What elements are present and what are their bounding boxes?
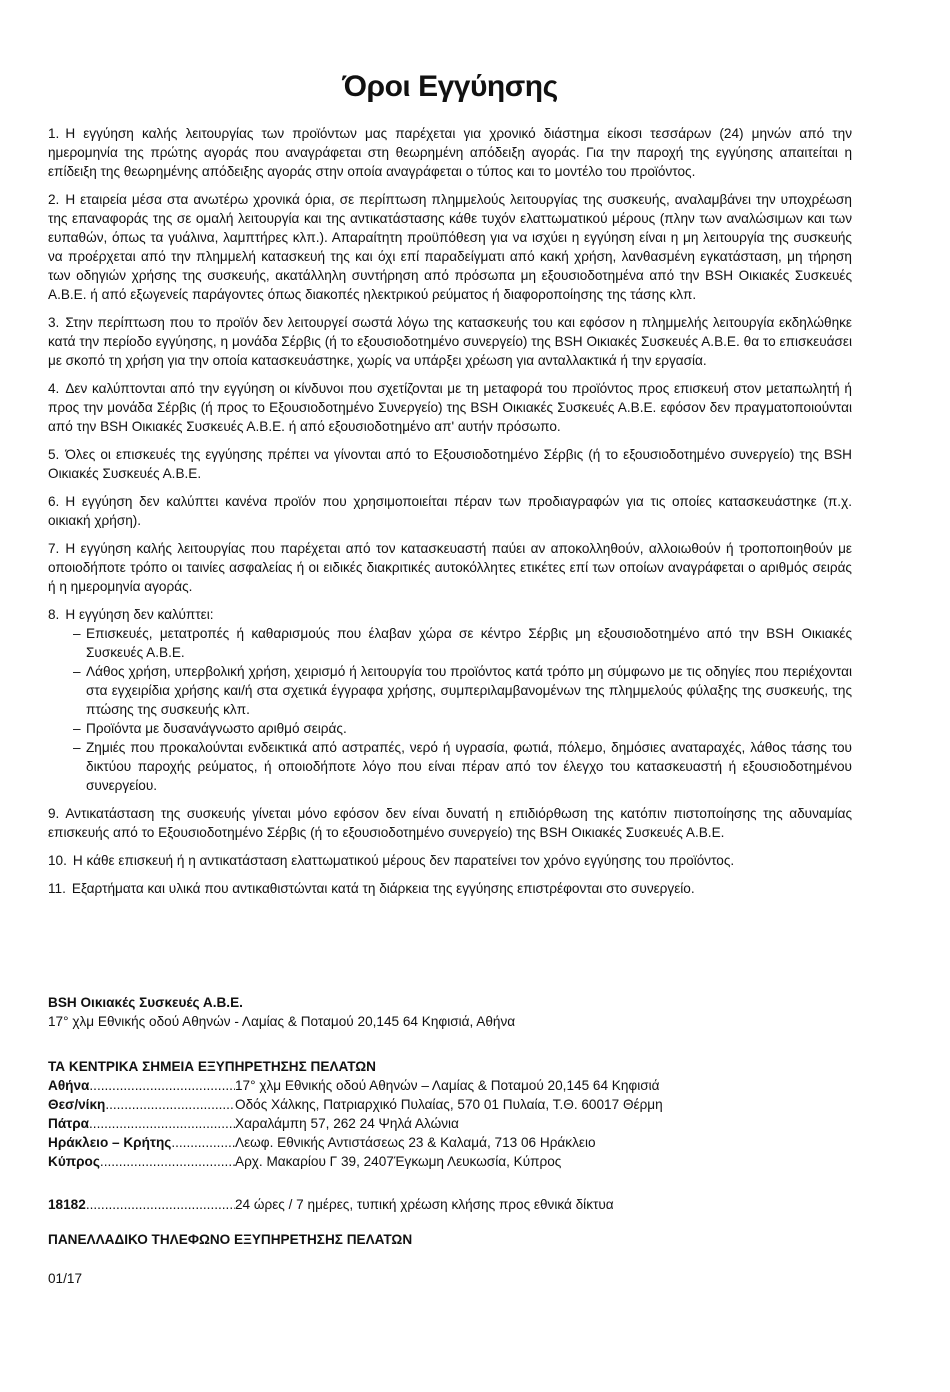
term-number: 4. bbox=[48, 381, 60, 396]
list-item bbox=[48, 662, 852, 719]
term-number: 2. bbox=[48, 192, 60, 207]
phone-info bbox=[48, 1195, 852, 1214]
term-11 bbox=[48, 879, 852, 898]
phone-number: 18182 ..... bbox=[48, 1195, 235, 1214]
term-text: Όλες οι επισκευές της εγγύησης πρέπει να γίνονται από το Εξουσιοδοτημένο Σέρβις (ή το εξουσιοδοτημένο συνεργείο) της BSH Οικιακές Συσκευές Α.Β.Ε. bbox=[48, 447, 852, 481]
phone-heading: ΠΑΝΕΛΛΑΔΙΚΟ ΤΗΛΕΦΩΝΟ ΕΞΥΠΗΡΕΤΗΣΗΣ ΠΕΛΑΤΩΝ bbox=[48, 1232, 413, 1247]
term-text: Η εγγύηση καλής λειτουργίας των προϊόντων μας παρέχεται για χρονικό διάστημα είκοσι τεσσάρων (24) μηνών από την ημερομηνία της πρώτης αγοράς που αναγράφεται στη θεωρημένη απόδειξη αγοράς. Για την παροχή της εγγύησης απαιτείται η επίδειξη της θεωρημένης απόδειξης αγοράς στην οποία αναγράφεται ο τύπος και το μοντέλο του προϊόντος. bbox=[48, 126, 852, 179]
document-code: 01/17 bbox=[48, 1271, 83, 1286]
term-text: Δεν καλύπτονται από την εγγύηση οι κίνδυνοι που σχετίζονται με τη μεταφορά του προϊόντος προς επισκευή στον μεταπωλητή ή προς την μονάδα Σέρβις (ή προς το Εξουσιοδοτημένο Συνεργείο) της BSH Οικιακές Συσκευές Α.Β.Ε. εφόσον δεν πραγματοποιούνται από την BSH Οικιακές Συσκευές Α.Β.Ε. ή από εξουσιοδοτημένο απ' αυτήν πρόσωπο. bbox=[48, 381, 852, 434]
term-number: 7. bbox=[48, 541, 60, 556]
term-text: Η εγγύηση δεν καλύπτει: bbox=[65, 607, 214, 622]
company-name: BSH Οικιακές Συσκευές Α.Β.Ε. bbox=[48, 995, 243, 1010]
term-number: 9. bbox=[48, 806, 60, 821]
term-number: 10. bbox=[48, 853, 67, 868]
company-info bbox=[48, 993, 852, 1031]
term-text: Η κάθε επισκευή ή η αντικατάσταση ελαττωματικού μέρους δεν παρατείνει τον χρόνο εγγύησης του προϊόντος. bbox=[72, 853, 735, 868]
term-text: Η εταιρεία μέσα στα ανωτέρω χρονικά όρια, σε περίπτωση πλημμελούς λειτουργίας της συσκευής, αναλαμβάνει την υποχρέωση της επαναφοράς της σε ομαλή λειτουργία και της αντικατάστασης κάθε τυχόν ελαττωματικού μέρους (πλην των αναλώσιμων και των ευπαθών, όπως τα γυάλινα, λαμπτήρες κλπ.). Απαραίτητη προϋπόθεση για να ισχύει η εγγύηση είναι η μη λειτουργία της συσκευής να προέρχεται από την πλημμελή κατασκευή της και όχι επί παραδείγματι από κακή χρήση, λανθασμένη εγκατάσταση, μη τήρηση των οδηγιών χρήσης της συσκευής, ακατάλληλη συντήρηση από πρόσωπα μη εξουσιοδοτημένα από την BSH Οικιακές Συσκευές Α.Β.Ε. ή από εξωγενείς παράγοντες όπως διακοπές ηλεκτρικού ρεύματος ή διαφοροποίησης της τάσης κλπ. bbox=[48, 192, 852, 302]
term-number: 5. bbox=[48, 447, 60, 462]
page-title: Όροι Εγγύησης bbox=[342, 70, 558, 103]
term-text: Στην περίπτωση που το προϊόν δεν λειτουργεί σωστά λόγω της κατασκευής του και εφόσον η πλημμελής λειτουργία εκδηλώθηκε κατά την περίοδο εγγύησης, η μονάδα Σέρβις (ή το εξουσιοδοτημένο συνεργείο) της BSH Οικιακές Συσκευές Α.Β.Ε. θα το επισκευάσει με σκοπό τη χρήση για την οποία κατασκευάστηκε, χωρίς να υπάρξει χρέωση για ανταλλακτικά ή την εργασία. bbox=[48, 315, 852, 368]
exclusion-text: Λάθος χρήση, υπερβολική χρήση, χειρισμό ή λειτουργία του προϊόντος κατά τρόπο μη σύμφωνο με τις οδηγίες που περιέχονται στα εγχειρίδια χρήσης και/ή στα σχετικά έγγραφα χρήσης, συμπεριλαμβανομένων της πλημμελούς φύλαξης της συσκευής, της πτώσης της συσκευής κλπ. bbox=[86, 664, 852, 717]
term-text: Αντικατάσταση της συσκευής γίνεται μόνο εφόσον δεν είναι δυνατή η επιδιόρθωση της κατόπιν πιστοποίησης της αδυναμίας επισκευής από το Εξουσιοδοτημένο Σέρβις (ή το εξουσιοδοτημένο συνεργείο) της BSH Οικιακές Συσκευές Α.Β.Ε. bbox=[48, 806, 852, 840]
term-text: Η εγγύηση δεν καλύπτει κανένα προϊόν που χρησιμοποιείται πέραν των προδιαγραφών για τις οποίες κατασκευάστηκε (π.χ. οικιακή χρήση). bbox=[48, 494, 852, 528]
term-text: Η εγγύηση καλής λειτουργίας που παρέχεται από τον κατασκευαστή παύει αν αποκολληθούν, αλλοιωθούν ή τροποποιηθούν με οποιοδήποτε τρόπο οι ταινίες ασφαλείας ή οι ειδικές διακριτικές αυτοκόλλητες ετικέτες επί των οποίων αναγράφεται ο αριθμός σειράς ή η ημερομηνία αγοράς. bbox=[48, 541, 852, 594]
term-9 bbox=[48, 804, 852, 842]
exclusions-list bbox=[48, 624, 852, 795]
center-city: Πάτρα ..... bbox=[48, 1114, 235, 1133]
term-3 bbox=[48, 313, 852, 370]
list-item bbox=[48, 738, 852, 795]
center-address: Λεωφ. Εθνικής Αντιστάσεως 23 & Καλαμά, 713 06 Ηράκλειο bbox=[235, 1135, 596, 1150]
service-centers-heading: ΤΑ ΚΕΝΤΡΙΚΑ ΣΗΜΕΙΑ ΕΞΥΠΗΡΕΤΗΣΗΣ ΠΕΛΑΤΩΝ bbox=[48, 1059, 376, 1074]
term-number: 6. bbox=[48, 494, 60, 509]
center-city: Θεσ/νίκη ..... bbox=[48, 1095, 235, 1114]
phone-row bbox=[48, 1195, 852, 1214]
list-item bbox=[48, 719, 852, 738]
exclusion-text: Επισκευές, μετατροπές ή καθαρισμούς που έλαβαν χώρα σε κέντρο Σέρβις μη εξουσιοδοτημένο από την BSH Οικιακές Συσκευές Α.Β.Ε. bbox=[86, 626, 852, 660]
service-center-row bbox=[48, 1133, 852, 1152]
exclusion-text: Προϊόντα με δυσανάγνωστο αριθμό σειράς. bbox=[86, 721, 347, 736]
company-address: 17° χλμ Εθνικής οδού Αθηνών - Λαμίας & Ποταμού 20,145 64 Κηφισιά, Αθήνα bbox=[48, 1014, 516, 1029]
exclusion-text: Ζημιές που προκαλούνται ενδεικτικά από αστραπές, νερό ή υγρασία, φωτιά, πόλεμο, δημόσιες αναταραχές, λάθος τάσης του δικτύου παροχής ρεύματος, ή οποιοδήποτε λόγο που είναι πέραν από τον έλεγχο του κατασκευαστή ή εξουσιοδοτημένου συνεργείου. bbox=[86, 740, 852, 793]
term-2 bbox=[48, 190, 852, 304]
term-4 bbox=[48, 379, 852, 436]
term-8 bbox=[48, 605, 852, 795]
dash-bullet: – bbox=[73, 664, 81, 679]
center-city: Αθήνα ..... bbox=[48, 1076, 235, 1095]
term-text: Εξαρτήματα και υλικά που αντικαθιστώνται κατά τη διάρκεια της εγγύησης επιστρέφονται στο συνεργείο. bbox=[71, 881, 695, 896]
center-city: Κύπρος ..... bbox=[48, 1152, 235, 1171]
phone-hours: 24 ώρες / 7 ημέρες, τυπική χρέωση κλήσης προς εθνικά δίκτυα bbox=[235, 1197, 614, 1212]
service-center-row bbox=[48, 1114, 852, 1133]
term-number: 1. bbox=[48, 126, 60, 141]
center-city: Ηράκλειο – Κρήτης ..... bbox=[48, 1133, 235, 1152]
term-10 bbox=[48, 851, 852, 870]
service-center-row bbox=[48, 1076, 852, 1095]
warranty-terms bbox=[48, 124, 852, 907]
service-centers bbox=[48, 1057, 852, 1171]
term-5 bbox=[48, 445, 852, 483]
center-address: Οδός Χάλκης, Πατριαρχικό Πυλαίας, 570 01 Πυλαία, Τ.Θ. 60017 Θέρμη bbox=[235, 1097, 663, 1112]
center-address: Χαραλάμπη 57, 262 24 Ψηλά Αλώνια bbox=[235, 1116, 459, 1131]
term-1 bbox=[48, 124, 852, 181]
dash-bullet: – bbox=[73, 740, 81, 755]
list-item bbox=[48, 624, 852, 662]
dash-bullet: – bbox=[73, 626, 81, 641]
center-address: Αρχ. Μακαρίου Γ 39, 2407Έγκωμη Λευκωσία, Κύπρος bbox=[235, 1154, 562, 1169]
term-number: 8. bbox=[48, 607, 60, 622]
center-address: 17° χλμ Εθνικής οδού Αθηνών – Λαμίας & Ποταμού 20,145 64 Κηφισιά bbox=[235, 1078, 660, 1093]
service-center-row bbox=[48, 1152, 852, 1171]
term-number: 11. bbox=[48, 881, 66, 896]
service-center-row bbox=[48, 1095, 852, 1114]
term-7 bbox=[48, 539, 852, 596]
dash-bullet: – bbox=[73, 721, 81, 736]
term-6 bbox=[48, 492, 852, 530]
term-number: 3. bbox=[48, 315, 60, 330]
term-8-intro bbox=[48, 605, 852, 624]
